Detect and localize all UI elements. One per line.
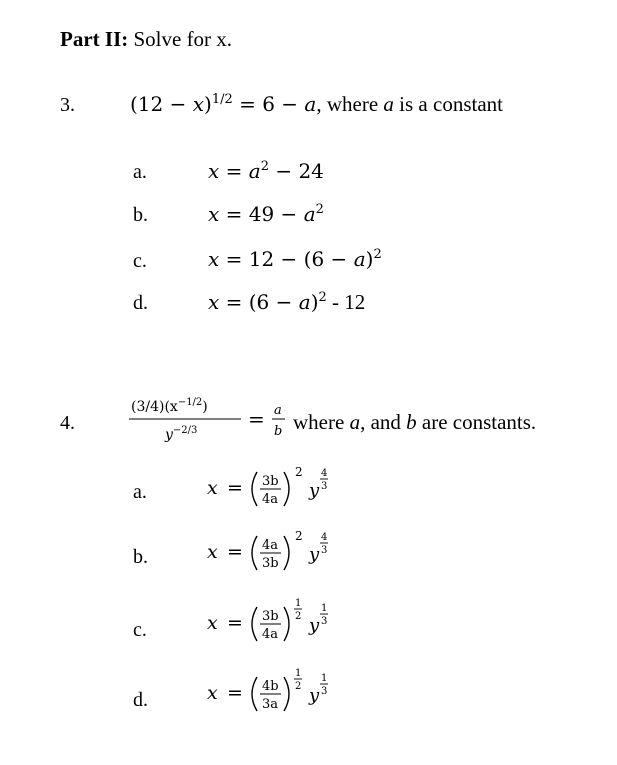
expr-var: x	[207, 541, 218, 563]
q4-lhs-denominator: $y^{-2/3}$	[165, 425, 198, 443]
q4-constants-text: where a, and b are constants.	[293, 410, 537, 434]
y-exponent-denominator: 3	[321, 686, 328, 697]
section-heading-bold: Part II:	[60, 27, 129, 51]
y-exponent-numerator: 4	[321, 468, 328, 479]
q4-option-c-expression	[205, 593, 365, 653]
y-variable: y	[309, 480, 320, 501]
q3-option-b-label: b.	[133, 204, 148, 226]
frac-denominator: 4a	[262, 627, 279, 642]
q3-option-d-label: d.	[133, 292, 148, 314]
question-3-stem: $(12 - x)^{1/2} = 6 - a$, where a is a constant	[130, 92, 503, 116]
outer-exponent: 2	[295, 465, 303, 479]
y-exponent-denominator: 3	[321, 616, 328, 627]
q4-option-d-expression	[205, 663, 365, 723]
frac-denominator: 3a	[262, 697, 279, 712]
q4-equals-sign: =	[248, 407, 265, 431]
outer-exponent: 2	[295, 529, 303, 543]
question-4-number: 4.	[60, 412, 75, 434]
y-exponent-numerator: 1	[321, 673, 328, 684]
q4-option-d-label: d.	[133, 689, 148, 711]
y-variable: y	[309, 615, 320, 636]
y-exponent-numerator: 4	[321, 532, 328, 543]
expr-equals: =	[227, 477, 243, 499]
expr-var: x	[207, 612, 218, 634]
expr-equals: =	[227, 541, 243, 563]
y-variable: y	[309, 685, 320, 706]
q3-option-b-expression: $x = 49 - a^2$	[208, 202, 324, 226]
right-paren	[284, 536, 289, 570]
expr-var: x	[207, 682, 218, 704]
question-3-number: 3.	[60, 94, 75, 116]
left-paren	[252, 607, 257, 641]
section-heading	[60, 27, 232, 52]
frac-numerator: 3b	[262, 474, 279, 489]
q3-option-a-expression: $x = a^2 - 24$	[208, 159, 324, 183]
right-paren	[284, 607, 289, 641]
expr-var: x	[207, 477, 218, 499]
q4-option-b-expression	[205, 522, 365, 582]
q3-option-c-label: c.	[133, 250, 147, 272]
frac-numerator: 4a	[262, 538, 279, 553]
q4-rhs-numerator: a	[274, 403, 282, 418]
expr-equals: =	[227, 682, 243, 704]
q3-option-a-label: a.	[133, 161, 147, 183]
q3-option-c-expression: $x = 12 - (6 - a)^2$	[208, 247, 382, 271]
q4-option-a-label: a.	[133, 481, 147, 503]
right-paren	[284, 677, 289, 711]
left-paren	[252, 472, 257, 506]
outer-exponent-denominator: 2	[295, 611, 302, 622]
left-paren	[252, 677, 257, 711]
section-heading-text: Solve for x.	[128, 27, 233, 51]
y-exponent-numerator: 1	[321, 603, 328, 614]
y-exponent-denominator: 3	[321, 481, 328, 492]
q4-option-b-label: b.	[133, 546, 148, 568]
q4-lhs-numerator: $(3/4)(x^{-1/2})$	[131, 397, 208, 415]
frac-numerator: 3b	[262, 609, 279, 624]
frac-numerator: 4b	[262, 679, 279, 694]
q4-rhs-denominator: b	[274, 424, 283, 439]
q3-option-d-expression: $x = (6 - a)^2 - 12$	[208, 290, 366, 314]
outer-exponent-numerator: 1	[295, 668, 302, 679]
y-exponent-denominator: 3	[321, 545, 328, 556]
left-paren	[252, 536, 257, 570]
q4-option-c-label: c.	[133, 619, 147, 641]
q4-option-a-expression	[205, 458, 365, 518]
expr-equals: =	[227, 612, 243, 634]
outer-exponent-denominator: 2	[295, 681, 302, 692]
right-paren	[284, 472, 289, 506]
outer-exponent-numerator: 1	[295, 598, 302, 609]
frac-denominator: 4a	[262, 492, 279, 507]
y-variable: y	[309, 544, 320, 565]
frac-denominator: 3b	[262, 556, 279, 571]
